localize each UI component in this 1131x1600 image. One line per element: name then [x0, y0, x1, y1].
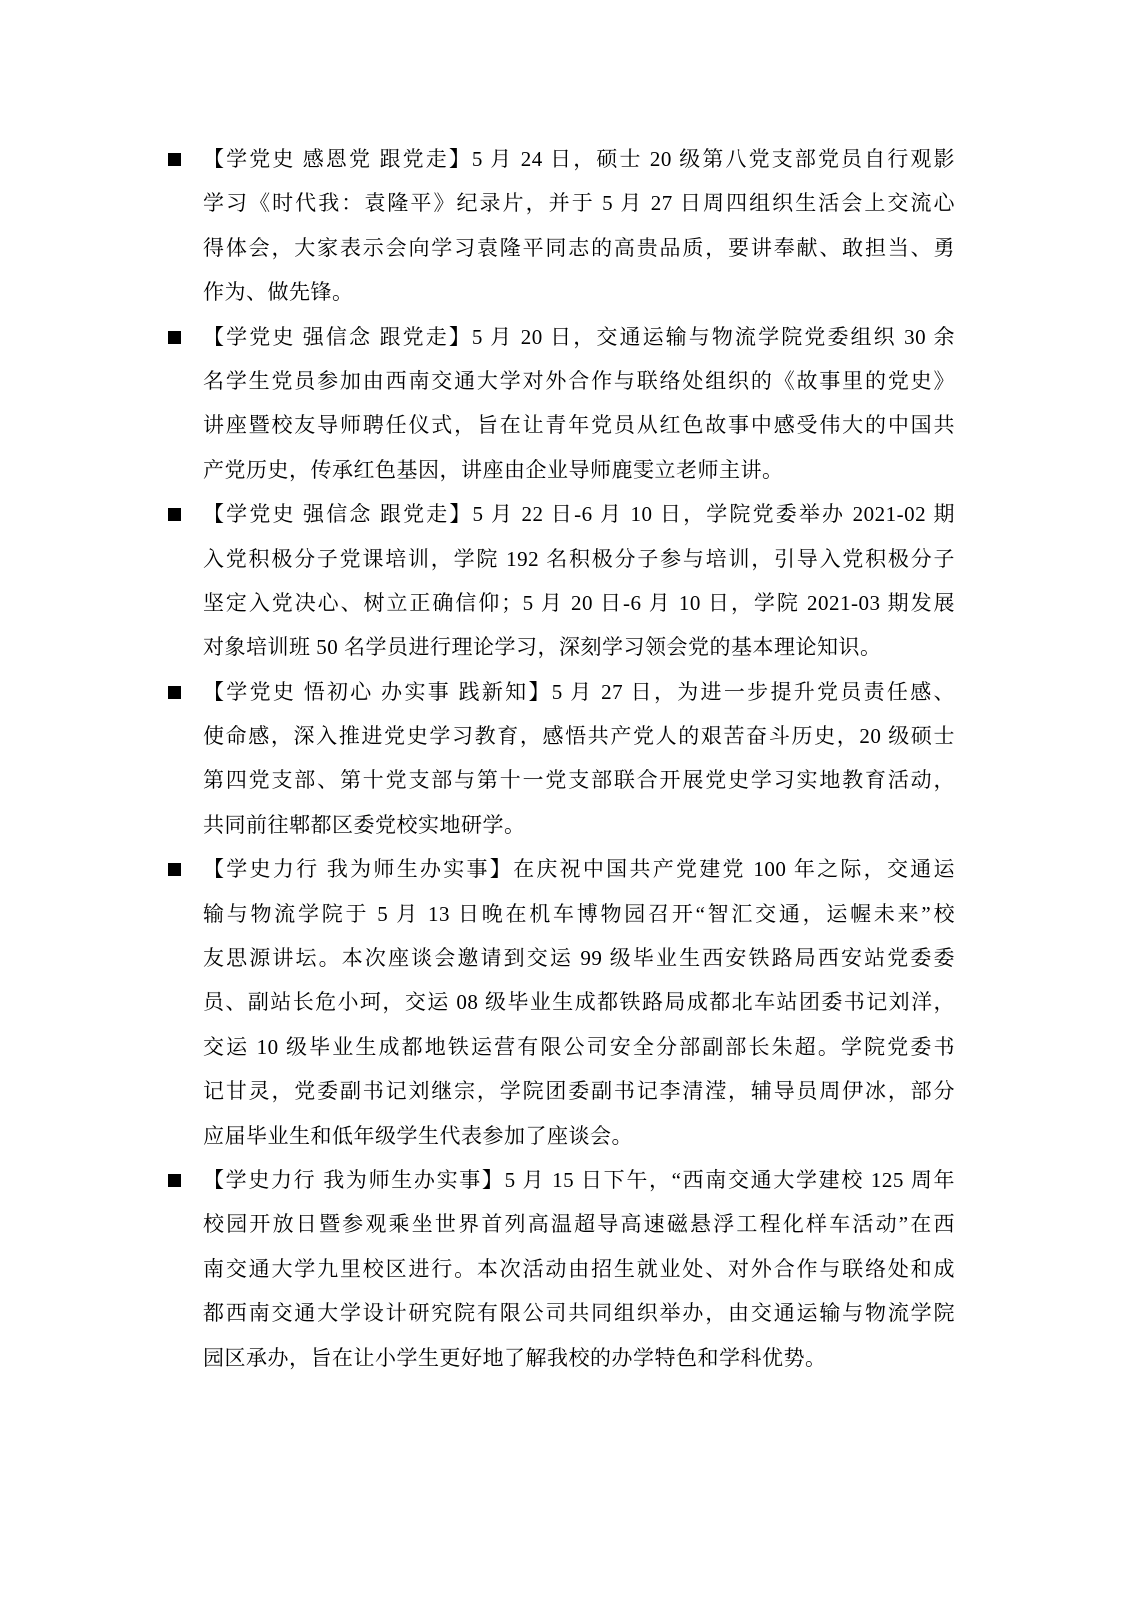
bullet-item — [203, 670, 955, 848]
bullet-text-line: 入党积极分子党课培训，学院 192 名积极分子参与培训，引导入党积极分子 — [203, 546, 955, 571]
bullet-square-icon — [168, 153, 181, 166]
bullet-text-line: 作为、做先锋。 — [203, 280, 354, 305]
bullet-text-line: 【学党史 强信念 跟党走】5 月 20 日，交通运输与物流学院党委组织 30 余 — [203, 324, 955, 349]
bullet-square-icon — [168, 686, 181, 699]
bullet-square-icon — [168, 331, 181, 344]
bullet-text-line: 校园开放日暨参观乘坐世界首列高温超导高速磁悬浮工程化样车活动”在西 — [203, 1212, 955, 1237]
bullet-text-line: 园区承办，旨在让小学生更好地了解我校的办学特色和学科优势。 — [203, 1345, 827, 1370]
bullet-text-line: 【学史力行 我为师生办实事】5 月 15 日下午，“西南交通大学建校 125 周年 — [203, 1167, 955, 1192]
bullet-text-line: 学习《时代我：袁隆平》纪录片，并于 5 月 27 日周四组织生活会上交流心 — [203, 191, 955, 216]
bullet-text-line: 输与物流学院于 5 月 13 日晚在机车博物园召开“智汇交通，运幄未来”校 — [203, 901, 955, 926]
bullet-text-line: 【学党史 强信念 跟党走】5 月 22 日-6 月 10 日，学院党委举办 2021-02 期 — [203, 502, 955, 527]
bullet-text-line: 得体会，大家表示会向学习袁隆平同志的高贵品质，要讲奉献、敢担当、勇 — [203, 235, 955, 260]
bullet-text-line: 友思源讲坛。本次座谈会邀请到交运 99 级毕业生西安铁路局西安站党委委 — [203, 946, 955, 971]
bullet-text-line: 【学党史 感恩党 跟党走】5 月 24 日，硕士 20 级第八党支部党员自行观影 — [203, 147, 955, 171]
bullet-text-line: 共同前往郫都区委党校实地研学。 — [203, 812, 526, 837]
document-content — [203, 137, 955, 1380]
bullet-text-line: 讲座暨校友导师聘任仪式，旨在让青年党员从红色故事中感受伟大的中国共 — [203, 413, 955, 438]
bullet-item — [203, 137, 955, 315]
bullet-text-line: 坚定入党决心、树立正确信仰；5 月 20 日-6 月 10 日，学院 2021-03 期发展 — [203, 590, 955, 615]
bullet-item — [203, 315, 955, 493]
bullet-text-line: 都西南交通大学设计研究院有限公司共同组织举办，由交通运输与物流学院 — [203, 1301, 955, 1326]
bullet-square-icon — [168, 863, 181, 876]
bullet-item — [203, 492, 955, 670]
bullet-item — [203, 1158, 955, 1380]
bullet-text-line: 员、副站长危小珂，交运 08 级毕业生成都铁路局成都北车站团委书记刘洋， — [203, 990, 955, 1015]
bullet-text-line: 交运 10 级毕业生成都地铁运营有限公司安全分部副部长朱超。学院党委书 — [203, 1034, 955, 1059]
bullet-text-line: 第四党支部、第十党支部与第十一党支部联合开展党史学习实地教育活动， — [203, 768, 955, 793]
bullet-text-line: 应届毕业生和低年级学生代表参加了座谈会。 — [203, 1123, 633, 1148]
bullet-text-line: 使命感，深入推进党史学习教育，感悟共产党人的艰苦奋斗历史，20 级硕士 — [203, 724, 955, 749]
bullet-text-line: 名学生党员参加由西南交通大学对外合作与联络处组织的《故事里的党史》 — [203, 368, 955, 393]
bullet-text-line: 【学史力行 我为师生办实事】在庆祝中国共产党建党 100 年之际，交通运 — [203, 857, 955, 882]
bullet-text-line: 记甘灵，党委副书记刘继宗，学院团委副书记李清滢，辅导员周伊冰，部分 — [203, 1079, 955, 1104]
bullet-text-line: 南交通大学九里校区进行。本次活动由招生就业处、对外合作与联络处和成 — [203, 1256, 955, 1281]
bullet-square-icon — [168, 1174, 181, 1187]
bullet-square-icon — [168, 508, 181, 521]
bullet-text-line: 产党历史，传承红色基因，讲座由企业导师鹿雯立老师主讲。 — [203, 457, 784, 482]
bullet-text-line: 【学党史 悟初心 办实事 践新知】5 月 27 日，为进一步提升党员责任感、 — [203, 679, 955, 704]
bullet-item — [203, 847, 955, 1158]
bullet-text-line: 对象培训班 50 名学员进行理论学习，深刻学习领会党的基本理论知识。 — [203, 635, 882, 660]
